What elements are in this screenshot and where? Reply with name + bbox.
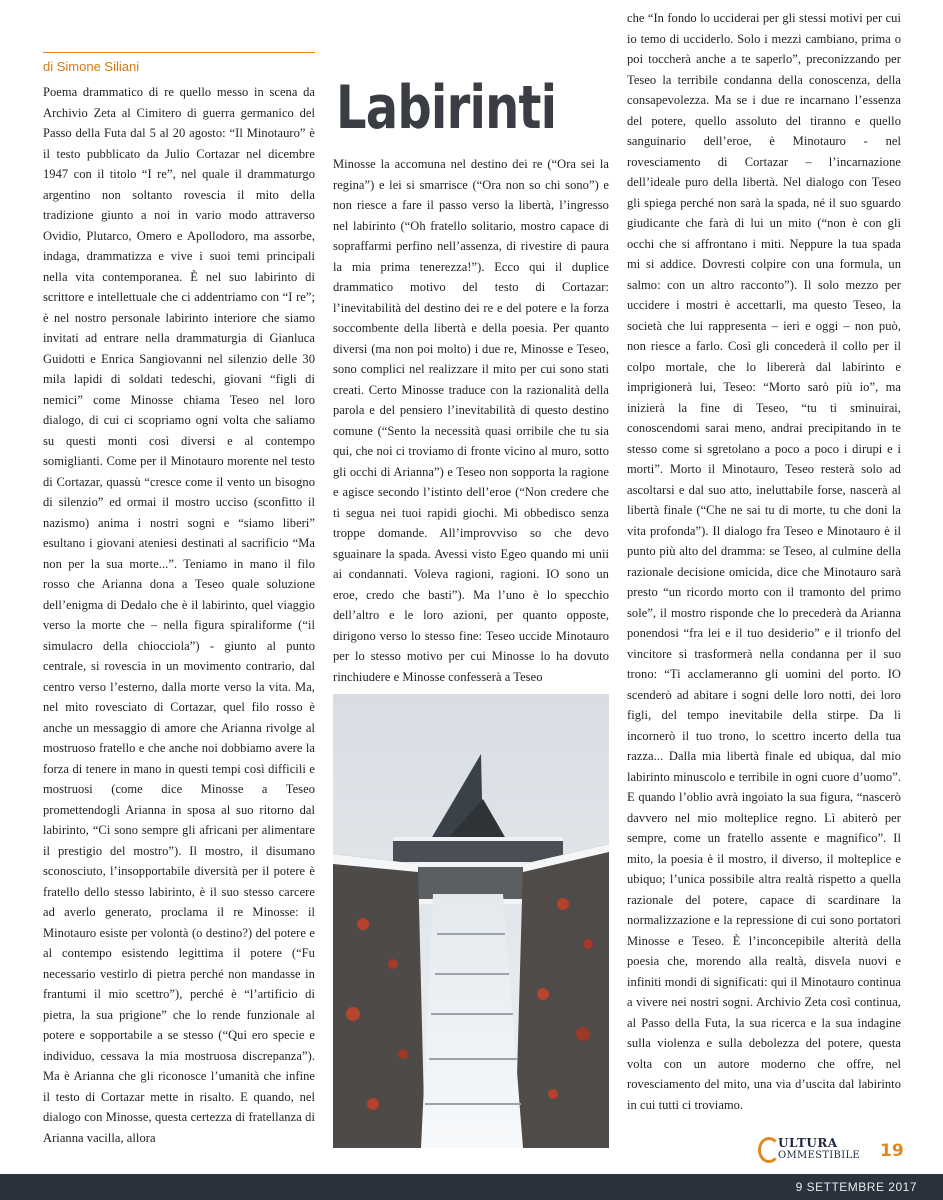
column-1-text: Poema drammatico di re quello messo in scena da Archivio Zeta al Cimitero di guerra germanico del Passo della Futa dal 5 al 20 agosto: “Il Minotauro” è il testo pubblicato da Julio Cortazar nel dicembre 1947 con il titolo “I re”, nel quale il drammaturgo argentino non soltanto rovescia il mito della tradizione giunto a noi in vario modo attraverso Ovidio, Plutarco, Omero e Apollodoro, ma assorbe, indaga, drammatizza e vive i suoi temi principali nella vita contemporanea. È nel suo labirinto di scrittore e intellettuale che ci addentriamo con “I re”; è nel nostro personale labirinto interiore che siamo invitati ad entrare nella drammaturgia di Gianluca Guidotti e Enrica Sangiovanni nel silenzio delle 30 mila lapidi di soldati tedeschi, giovani “figli di nemici” come Minosse chiama Teseo nel loro dialogo, di cui ci scopriamo ogni volta che saliamo su questi monti così diversi e al contempo somiglianti. Come per il Minotauro morente nel testo di Cortazar, quassù “cresce come il vento un bisogno di silenzio” ed ormai il mostro ucciso (sconfitto il nazismo) anima i nostri sogni e “siamo liberi” esultano i giovani ateniesi destinati al sacrificio “Ma non per la sua morte...”. Teniamo in mano il filo rosso che Arianna dona a Teseo quale soluzione dell’enigma di Dedalo che è il labirinto, quel viaggio verso la morte che – nella figura spiraliforme (“il simulacro della chiocciola”) - giunto al punto centrale, si rovescia in un movimento contrario, dal centro verso l’esterno, dalla morte verso la vita. Ma, nel mito rovesciato di Cortazar, quel filo rosso è anche un messaggio di amore che Arianna rivolge al mostruoso fratello e che anche noi dobbiamo avere la forza di tenere in mano in questi tempi così difficili e mostruosi (come dice Minosse a Teseo promettendogli Arianna in sposa al suo ritorno dal labirinto, “Ci sono sempre gli africani per alimentare il prestigio del mostro”). Il mostro, il disumano sconosciuto, l’insopportabile diversità per il potere è fratello dello stesso labirinto, è il suo stesso carcere ad averlo generato, proclama il re Minosse: il Minotauro esiste per volontà (o destino?) del potere e al contempo esistendo legittima il potere (“Fu necessario vestirlo di pietra perché non mandasse in frantumi il mio scettro”), perché è “l’artificio di pietra, la sua prigione” che lo rende funzionale al potere e sopportabile a se stesso (“Qui ero specie e individuo, cessava la mia mostruosa discrepanza”). Ma è Arianna che gli riconosce l’umanità che infine il testo di Cortazar mette in risalto. E quando, nel dialogo con Minosse, questa certezza di fratellanza di Arianna vacilla, allora — [43, 85, 315, 1145]
article-column-1 — [43, 82, 315, 1150]
article-headline: Labirinti — [336, 73, 557, 143]
column-2-text: Minosse la accomuna nel destino dei re (“Ora sei la regina”) e lei si smarrisce (“Ora non so chi sono”) e non riesce a fare il passo verso la libertà, l’ingresso nel labirinto (“Oh fratello solitario, mostro capace di sopraffarmi perfino nell’assenza, di rivestire di paura la mia prima tenerezza!”). Ecco qui il duplice drammatico motivo del testo di Cortazar: l’inevitabilità del destino dei re e del potere e la forza soccombente della libertà e della poesia. Per quanto diversi (ma non poi molto) i due re, Minosse e Teseo, sono complici nel realizzare il mito per cui sono stati creati. Certo Minosse traduce con la razionalità della parola e del pensiero l’inevitabilità di questo destino comune (“Sento la necessità quasi orribile che tu sia qui, che noi ci troviamo di fronte vicino al muro, sotto gli occhi di Arianna”) e Teseo non sopporta la ragione e agisce secondo l’istinto dell’eroe (“Non credere che ti segua nei tuoi rapidi giochi. Mi obbedisco senza troppe domande. All’improvviso so che devo sguainare la spada. Avessi visto Egeo quando mi unii ai condannati. Voleva ragioni, ragioni. IO sono un eroe, credo che basti”). Ma l’uno è lo specchio dell’altro e le loro azioni, per quanto opposte, dirigono verso lo stesso fine: Teseo uccide Minotauro per lo stesso motivo per cui Minosse lo ha dovuto rinchiudere e Minosse confesserà a Teseo — [333, 157, 609, 684]
issue-date: 9 SETTEMBRE 2017 — [795, 1180, 917, 1194]
column-3-text: che “In fondo lo ucciderai per gli stessi motivi per cui io temo di ucciderlo. Solo i mezzi cambiano, prima o poi toccherà anche a te saperlo”, preconizzando per Teseo la terribile condanna della conoscenza, della consapevolezza. Ma se i due re incarnano l’essenza del potere, quello assoluto del tiranno e quello sanguinario dell’eroe, è Minotauro - nel rovesciamento di Cortazar – l’incarnazione dell’ideale puro della libertà. Nel dialogo con Teseo gli spiega perché non sarà la spada, né il suo sguardo giudicante che farà di lui un mito (“non è con gli occhi che si affrontano i miti. Neppure la tua spada mi si addice. Dovresti colpire con una formula, un salmo: con un altro racconto”). Il solo mezzo per uccidere i mostri è accettarli, ma questo Teseo, la società che lui rappresenta – ieri e oggi – non può, non riesce a farlo. Così gli concederà il collo per il colpo mortale, che lo libererà dal labirinto e imprigionerà lui, Teseo: “Morto sarò più io”, ma inizierà la fine di Teseo, “tu ti sminuirai, conoscendomi sarai meno, andrai precipitando in te stesso come si sgretolano a poco a poco i dirupi e i morti”. Morto il Minotauro, Teseo resterà solo ad ascoltarsi e dal suo atto, ineluttabile forse, nascerà al libertà finale (“Che ne sai tu di morte, tu che doni la vita profonda”). Il dialogo fra Teseo e Minotauro è il punto più alto del dramma: se Teseo, al culmine della razionale decisione omicida, dice che Minotauro sarà presto “un ricordo morto con il tramonto del primo sole”, il mostro risponde che lo precederà da Arianna ponendosi “fra lei e il tuo desiderio” e il trionfo del vincitore si trasformerà nella condanna per il suo trono: “Ti acclameranno gli uomini del porto. IO scenderò ad abitare i sogni delle loro notti, dei loro figli, del tempo inevitabile della stirpe. Da lì incornerò il tuo trono, lo scettro incerto della tua razza... Dalla mia libertà finale ed ubiqua, dal mio labirinto minuscolo e terribile in ogni cuore d’uomo”. E quando l’oblio avrà ingoiato la sua figura, “nascerò davvero nel mio molteplice regno. Lì abiterò per sempre, come un fratello assente e magnifico”. Il mito, la poesia è il mostro, il diverso, il molteplice e ubiquo; l’unica possibile altra realtà rispetto a quella razionale del potere, capace di scardinare la normalizzazione e la repressione di cui sono portatori Minosse e Teseo. È l’inconcepibile alterità della poesia che, morendo alla realtà, disvela nuovi e infiniti mondi di significati: qui il Minotauro continua a vivere nei nostri sogni. Archivio Zeta così continua, al Passo della Futa, la sua ricerca e la sua indagine sulla violenza e sulla debolezza del potere, questa volta con un autore moderno che offre, nel rovesciamento del mito, una via d’uscita dal labirinto in cui tutti ci troviamo. — [627, 11, 901, 1112]
article-column-3 — [627, 8, 901, 1150]
article-column-2 — [333, 154, 609, 684]
logo-line-2: OMMESTIBILE — [778, 1150, 860, 1161]
right-stone-wall — [515, 844, 609, 1148]
logo-c-icon — [758, 1137, 780, 1163]
byline-rule — [43, 52, 315, 53]
left-stone-wall — [333, 854, 425, 1148]
logo-line-1: ULTURA — [778, 1136, 838, 1150]
cemetery-photo — [333, 694, 609, 1148]
byline: di Simone Siliani — [43, 59, 140, 74]
footer-bar — [0, 1174, 943, 1200]
page-number: 19 — [880, 1141, 904, 1161]
cultura-commestibile-logo — [758, 1136, 868, 1168]
